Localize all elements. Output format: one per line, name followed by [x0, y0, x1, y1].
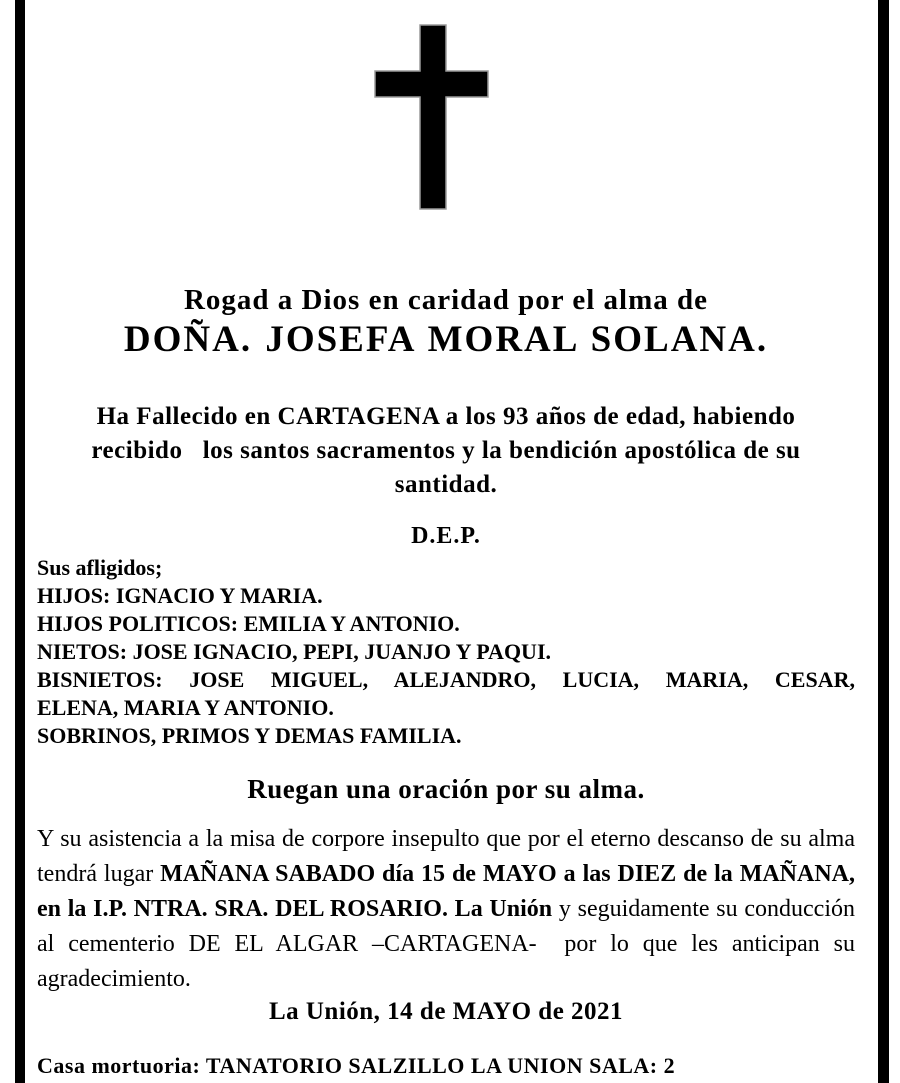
date-line: La Unión, 14 de MAYO de 2021 — [268, 998, 624, 1025]
dep-abbreviation: D.E.P. — [411, 523, 481, 549]
death-notice — [37, 400, 855, 502]
intro-line: Rogad a Dios en caridad por el alma de — [183, 284, 709, 316]
cross-icon — [374, 24, 489, 210]
cross-header — [37, 0, 855, 210]
announcement-line: Y su asistencia a la misa de corpore insepulto que por el eterno descanso de su alma — [37, 826, 855, 852]
mortuary-line: Casa mortuoria: TANATORIO SALZILLO LA UNION SALA: 2 — [37, 1053, 676, 1078]
announcement-line: tendrá lugar MAÑANA SABADO día 15 de MAYO a las DIEZ de la MAÑANA, — [37, 861, 856, 887]
family-line: Sus afligidos; — [37, 555, 163, 580]
death-notice-line: santidad. — [394, 471, 498, 498]
prayer-line: Ruegan una oración por su alma. — [247, 774, 645, 804]
family-list — [37, 554, 855, 750]
family-line: ELENA, MARIA Y ANTONIO. — [37, 695, 334, 720]
death-notice-line: Ha Fallecido en CARTAGENA a los 93 años de edad, habiendo — [96, 403, 796, 430]
announcement-line: agradecimiento. — [37, 966, 191, 992]
family-line: NIETOS: JOSE IGNACIO, PEPI, JUANJO Y PAQUI. — [37, 639, 552, 664]
family-line: SOBRINOS, PRIMOS Y DEMAS FAMILIA. — [37, 723, 462, 748]
death-notice-line: recibido los santos sacramentos y la bendición apostólica de su — [91, 437, 801, 464]
family-line: BISNIETOS: JOSE MIGUEL, ALEJANDRO, LUCIA, MARIA, CESAR, — [37, 667, 855, 692]
announcement-paragraph — [37, 822, 855, 997]
deceased-name: DOÑA. JOSEFA MORAL SOLANA. — [123, 319, 769, 360]
family-line: HIJOS POLITICOS: EMILIA Y ANTONIO. — [37, 611, 460, 636]
announcement-line: al cementerio DE EL ALGAR –CARTAGENA- por lo que les anticipan su — [37, 931, 855, 957]
obituary-content — [25, 0, 867, 1083]
family-line: HIJOS: IGNACIO Y MARIA. — [37, 583, 323, 608]
announcement-line: en la I.P. NTRA. SRA. DEL ROSARIO. La Unión y seguidamente su conducción — [37, 896, 855, 922]
